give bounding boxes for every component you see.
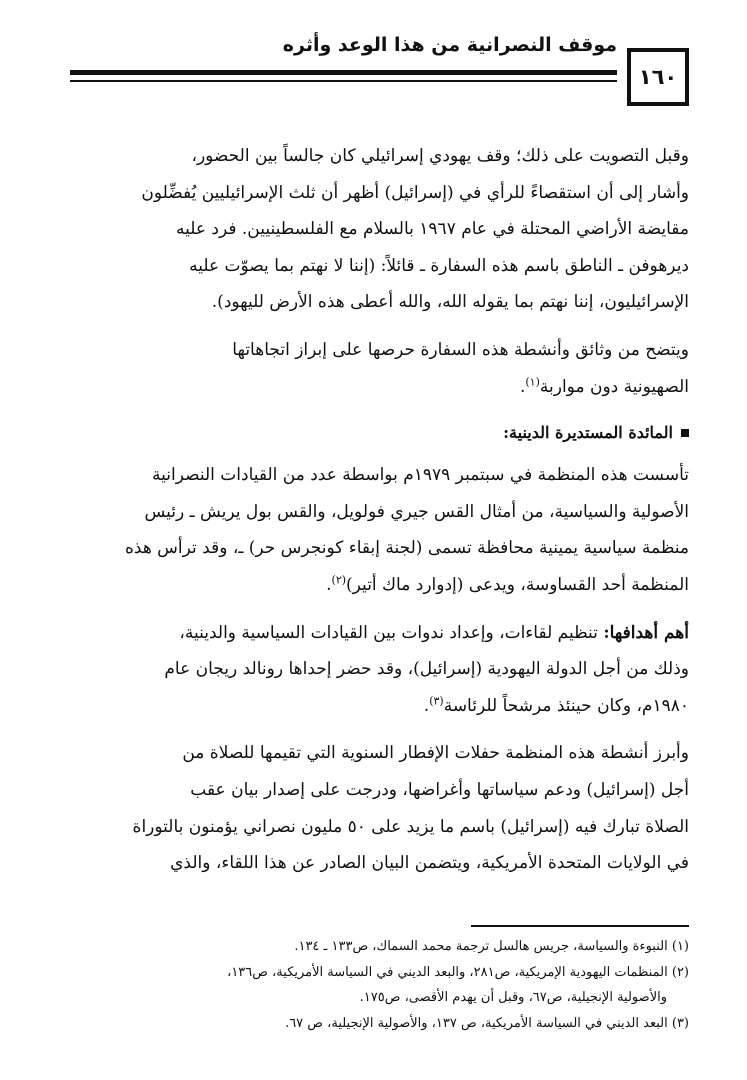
text-span: المنظمة أحد القساوسة، ويدعى (إدوارد ماك أتير) [346,574,689,595]
footnote-separator [471,925,689,927]
text-line: الصلاة تبارك فيه (إسرائيل) باسم ما يزيد على ٥٠ مليون نصراني يؤمنون بالتوراة [132,816,689,837]
footnotes [70,934,689,1036]
footnote-ref-2: (٢) [331,573,347,587]
paragraph-4 [70,615,689,725]
paragraph-3 [70,457,689,603]
paragraph-5 [70,735,689,881]
text-line: وأشار إلى أن استقصاءً للرأي في (إسرائيل) أظهر أن ثلث الإسرائيليين يُفضِّلون [141,182,689,203]
paragraph-1 [70,138,689,321]
header-rule-thin [70,80,617,82]
text-line: وقبل التصويت على ذلك؛ وقف يهودي إسرائيلي كان جالساً بين الحضور، [191,146,689,166]
text-line: منظمة سياسية يمينية محافظة تسمى (لجنة إبقاء كونجرس حر) ـ، وقد ترأس هذه [124,538,689,559]
running-header [70,28,689,108]
main-text [70,138,689,882]
text-line: مقايضة الأراضي المحتلة في عام ١٩٦٧ بالسلام مع الفلسطينيين. فرد عليه [176,219,689,240]
text-line [70,567,689,604]
text-span: الصهيونية دون مواربة [539,376,689,397]
footnote-ref-3: (٣) [429,694,444,708]
footnote-2: (٢) المنظمات اليهودية الإمريكية، ص٢٨١، والبعد الديني في السياسة الأمريكية، ص١٣٦، [227,964,689,980]
text-line: وذلك من أجل الدولة اليهودية (إسرائيل)، وقد حضر إحداها رونالد ريجان عام [164,659,689,680]
section-heading [70,415,689,451]
text-span: . [326,574,332,595]
text-line: الأصولية والسياسية، من أمثال القس جيري فولويل، والقس بول يريش ـ رئيس [144,501,689,522]
footnote-ref-1: (١) [525,374,540,388]
section-heading-text: المائدة المستديرة الدينية: [503,423,673,443]
paragraph-2 [70,332,689,405]
header-rule-thick [70,70,617,75]
text-line [70,615,689,652]
header-title: موقف النصرانية من هذا الوعد وأثره [282,34,617,56]
footnote-1: (١) النبوءة والسياسة، جريس هالسل ترجمة محمد السماك، ص١٣٣ ـ ١٣٤. [294,939,689,954]
text-line: في الولايات المتحدة الأمريكية، ويتضمن البيان الصادر عن هذا اللقاء، والذي [170,853,689,874]
text-line: أجل (إسرائيل) ودعم سياساتها وأغراضها، ودرجت على إصدار بيان عقب [190,779,689,800]
text-span: تنظيم لقاءات، وإعداد ندوات بين القيادات السياسية والدينية، [179,622,604,643]
goals-label: أهم أهدافها: [603,622,689,643]
text-span: . [519,376,526,397]
text-line: وأبرز أنشطة هذه المنظمة حفلات الإفطار السنوية التي تقيمها للصلاة من [182,743,689,764]
text-line [70,688,689,725]
page-number: ١٦٠ [638,65,678,89]
footnote-3: (٣) البعد الديني في السياسة الأمريكية، ص ١٣٧، والأصولية الإنجيلية، ص ٦٧. [285,1015,689,1031]
text-line [70,369,689,406]
text-line: تأسست هذه المنظمة في سبتمبر ١٩٧٩م بواسطة عدد من القيادات النصرانية [152,465,689,486]
text-span: . [423,695,430,716]
text-line: ويتضح من وثائق وأنشطة هذه السفارة حرصها على إبراز اتجاهاتها [232,339,689,360]
footnote-2-continued: والأصولية الإنجيلية، ص٦٧، وقبل أن يهدم الأقصى، ص١٧٥. [359,990,667,1005]
text-line: ديرهوفن ـ الناطق باسم هذه السفارة ـ قائلاً: (إننا لا نهتم بما يصوّت عليه [189,255,689,276]
page-number-box [627,48,689,106]
square-bullet-icon [681,429,689,437]
text-line: الإسرائيليون، إننا نهتم بما يقوله الله، والله أعطى هذه الأرض لليهود). [211,292,689,313]
text-span: ١٩٨٠م، وكان حينئذ مرشحاً للرئاسة [443,695,689,716]
